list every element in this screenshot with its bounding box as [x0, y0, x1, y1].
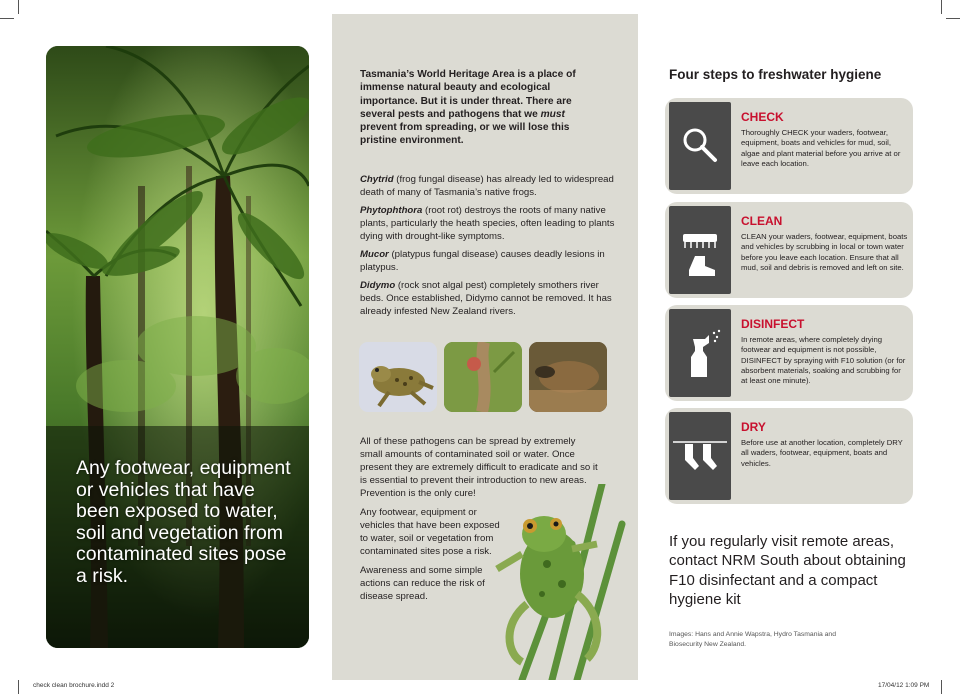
step-description: Thoroughly CHECK your waders, footwear, equipment, boats and vehicles for mud, soil, algae and plant material before you arrive at or leave each location.: [741, 128, 901, 168]
print-slug-filename: check clean brochure.indd 2: [33, 682, 115, 689]
crop-mark: [941, 680, 942, 694]
print-slug-timestamp: 17/04/12 1:09 PM: [878, 682, 930, 689]
step-dry: [665, 408, 913, 504]
crop-mark: [941, 0, 942, 14]
pathogen-list: [360, 173, 615, 323]
intro-paragraph: [360, 68, 600, 148]
step-disinfect: [665, 305, 913, 401]
pathogen-description: (rock snot algal pest) completely smothers river beds. Once established, Didymo cannot be removed. It has already infested New Zealand rivers.: [360, 280, 612, 317]
crop-mark: [18, 0, 19, 14]
step-description: In remote areas, where completely drying footwear and equipment is not possible, DISINFECT by spraying with F10 solution (or for absorbent materials, soaking and scrubbing for at least one minute).: [741, 335, 906, 386]
pathogen-name: Mucor: [360, 249, 389, 260]
step-description: Before use at another location, completely DRY all waders, footwear, equipment, boats and vehicles.: [741, 438, 903, 468]
pathogen-phytophthora: [360, 204, 615, 243]
step-title: CLEAN: [741, 214, 783, 228]
pathogen-name: Phytophthora: [360, 205, 423, 216]
pathogen-name: Chytrid: [360, 174, 394, 185]
step-check: [665, 98, 913, 194]
step-title: DISINFECT: [741, 317, 805, 331]
hanging-boots-icon: [669, 412, 731, 500]
spray-bottle-icon: [669, 309, 731, 397]
rainforest-photo-panel: [46, 46, 309, 648]
intro-emphasis: must: [540, 108, 565, 120]
photo-caption: Any footwear, equipment or vehicles that have been exposed to water, soil and vegetation from contaminated sites pose a risk.: [76, 457, 291, 587]
pathogens-panel: [332, 14, 638, 680]
pathogen-name: Didymo: [360, 280, 396, 291]
step-description: CLEAN your waders, footwear, equipment, boats and vehicles by scrubbing in local or town water before you leave each location. Ensure that all mud, soil and debris is removed and left on site.: [741, 232, 908, 272]
plant-root-photo: [444, 342, 522, 412]
plant-root-photo-image: [444, 342, 522, 412]
tree-frog-on-reeds-image: [482, 484, 632, 680]
intro-text-before: Tasmania’s World Heritage Area is a place of immense natural beauty and ecological importance. But it is under threat. There are several pests and pathogens that we: [360, 69, 576, 120]
step-clean: [665, 202, 913, 298]
pathogen-description: (platypus fungal disease) causes deadly lesions in platypus.: [360, 249, 605, 273]
frog-photo-image: [359, 342, 437, 412]
pathogen-mucor: [360, 248, 615, 274]
crop-mark: [18, 680, 19, 694]
steps-heading: Four steps to freshwater hygiene: [669, 67, 882, 82]
step-title: DRY: [741, 420, 766, 434]
intro-text-after: prevent from spreading, or we will lose this pristine environment.: [360, 122, 570, 147]
crop-mark: [0, 18, 14, 19]
platypus-photo: [529, 342, 607, 412]
body-paragraph: Awareness and some simple actions can reduce the risk of disease spread.: [360, 565, 485, 602]
body-paragraph: Any footwear, equipment or vehicles that have been exposed to water, soil or vegetation from contaminated sites pose a risk.: [360, 507, 500, 557]
frog-photo: [359, 342, 437, 412]
platypus-photo-image: [529, 342, 607, 412]
pathogen-chytrid: [360, 173, 615, 199]
image-credits: Images: Hans and Annie Wapstra, Hydro Tasmania and Biosecurity New Zealand.: [669, 631, 836, 648]
brush-boot-icon: [669, 206, 731, 294]
pathogen-description: (root rot) destroys the roots of many native plants, particularly the heath species, often leading to plants dying with drought-like symptoms.: [360, 205, 615, 242]
pathogen-didymo: [360, 279, 615, 318]
crop-mark: [946, 18, 960, 19]
pathogen-description: (frog fungal disease) has already led to widespread death of many of Tasmania’s native frogs.: [360, 174, 614, 198]
magnifier-icon: [669, 102, 731, 190]
pathogen-photo-strip: [359, 342, 614, 414]
body-paragraph: All of these pathogens can be spread by extremely small amounts of contaminated soil or water. Once present they are extremely difficult to eradicate and so it is essential to prevent their introduction to new areas. Prevention is the only cure!: [360, 436, 598, 499]
step-title: CHECK: [741, 110, 784, 124]
contact-nrm-south: If you regularly visit remote areas, contact NRM South about obtaining F10 disinfectant and a compact hygiene kit: [669, 533, 906, 608]
